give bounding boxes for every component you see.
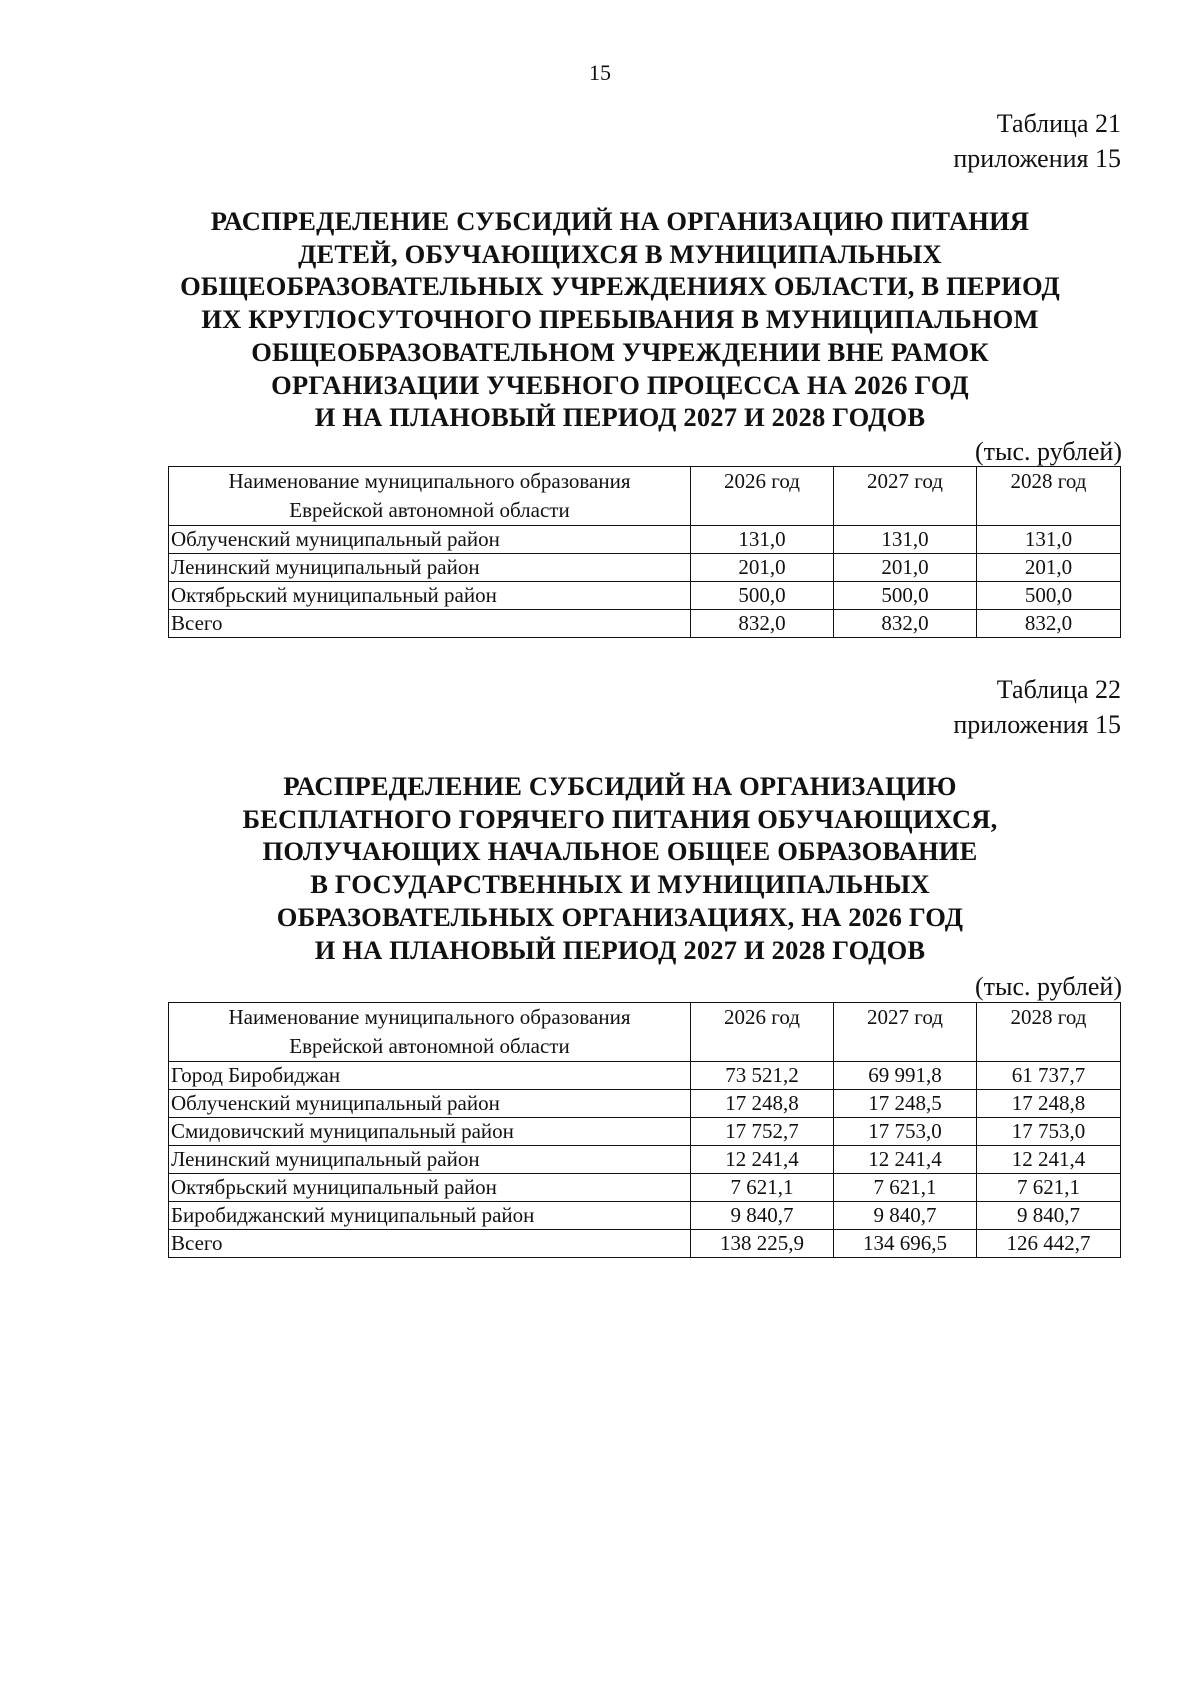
value-2026: 138 225,9: [691, 1230, 834, 1258]
table-22-title: [140, 770, 1100, 966]
title-line: И НА ПЛАНОВЫЙ ПЕРИОД 2027 И 2028 ГОДОВ: [314, 402, 926, 433]
value-2026: 17 752,7: [691, 1118, 834, 1146]
value-2027: 7 621,1: [834, 1174, 977, 1202]
unit-label: (тыс. рублей): [974, 972, 1122, 1001]
value-2028: 9 840,7: [977, 1202, 1121, 1230]
table-22: [168, 1002, 1121, 1258]
value-2028: 17 753,0: [977, 1118, 1121, 1146]
header-2028: 2028 год: [977, 467, 1121, 526]
title-line: ДЕТЕЙ, ОБУЧАЮЩИХСЯ В МУНИЦИПАЛЬНЫХ: [298, 238, 942, 269]
title-line: В ГОСУДАРСТВЕННЫХ И МУНИЦИПАЛЬНЫХ: [310, 869, 930, 900]
table-total-row: [169, 1230, 1121, 1258]
row-name: Ленинский муниципальный район: [169, 554, 691, 582]
header-2027: 2027 год: [834, 467, 977, 526]
header-name-cell: [169, 467, 691, 526]
title-line: ИХ КРУГЛОСУТОЧНОГО ПРЕБЫВАНИЯ В МУНИЦИПАЛЬНОМ: [201, 304, 1039, 335]
row-name: Облученский муниципальный район: [169, 526, 691, 554]
table-label: Таблица 22: [996, 675, 1121, 704]
row-name: Облученский муниципальный район: [169, 1090, 691, 1118]
row-name: Ленинский муниципальный район: [169, 1146, 691, 1174]
table-header-row: [169, 467, 1121, 526]
value-2028: 17 248,8: [977, 1090, 1121, 1118]
value-2026: 12 241,4: [691, 1146, 834, 1174]
header-2027: 2027 год: [834, 1003, 977, 1062]
value-2026: 9 840,7: [691, 1202, 834, 1230]
value-2028: 131,0: [977, 526, 1121, 554]
value-2027: 17 248,5: [834, 1090, 977, 1118]
table-row: [169, 526, 1121, 554]
table-21: [168, 466, 1121, 638]
value-2026: 17 248,8: [691, 1090, 834, 1118]
table-21-title: [140, 205, 1100, 434]
header-name-line: Наименование муниципального образования: [228, 1005, 631, 1029]
value-2026: 500,0: [691, 582, 834, 610]
table-row: [169, 554, 1121, 582]
row-name: Смидовичский муниципальный район: [169, 1118, 691, 1146]
value-2028: 12 241,4: [977, 1146, 1121, 1174]
header-2026: 2026 год: [691, 1003, 834, 1062]
value-2027: 832,0: [834, 610, 977, 638]
title-line: РАСПРЕДЕЛЕНИЕ СУБСИДИЙ НА ОРГАНИЗАЦИЮ ПИТАНИЯ: [210, 206, 1030, 236]
table-header-row: [169, 1003, 1121, 1062]
value-2026: 73 521,2: [691, 1062, 834, 1090]
table-row: [169, 1062, 1121, 1090]
header-name-cell: [169, 1003, 691, 1062]
value-2026: 832,0: [691, 610, 834, 638]
value-2027: 131,0: [834, 526, 977, 554]
row-name: Октябрьский муниципальный район: [169, 582, 691, 610]
title-line: ОРГАНИЗАЦИИ УЧЕБНОГО ПРОЦЕССА НА 2026 ГОД: [271, 369, 969, 400]
header-2026: 2026 год: [691, 467, 834, 526]
value-2028: 7 621,1: [977, 1174, 1121, 1202]
table-label: Таблица 21: [996, 109, 1121, 138]
value-2027: 134 696,5: [834, 1230, 977, 1258]
table-row: [169, 1118, 1121, 1146]
header-name-line: Еврейской автономной области: [289, 498, 570, 522]
value-2028: 832,0: [977, 610, 1121, 638]
appendix-label: приложения 15: [953, 144, 1121, 173]
value-2027: 9 840,7: [834, 1202, 977, 1230]
value-2027: 69 991,8: [834, 1062, 977, 1090]
value-2027: 500,0: [834, 582, 977, 610]
value-2026: 7 621,1: [691, 1174, 834, 1202]
appendix-label: приложения 15: [953, 710, 1121, 739]
row-name: Октябрьский муниципальный район: [169, 1174, 691, 1202]
value-2026: 201,0: [691, 554, 834, 582]
table-row: [169, 1202, 1121, 1230]
value-2026: 131,0: [691, 526, 834, 554]
page-number: 15: [589, 60, 611, 85]
title-line: ПОЛУЧАЮЩИХ НАЧАЛЬНОЕ ОБЩЕЕ ОБРАЗОВАНИЕ: [262, 836, 978, 867]
title-line: ОБРАЗОВАТЕЛЬНЫХ ОРГАНИЗАЦИЯХ, НА 2026 ГОД: [276, 901, 964, 932]
value-2027: 17 753,0: [834, 1118, 977, 1146]
value-2027: 12 241,4: [834, 1146, 977, 1174]
header-name-line: Наименование муниципального образования: [228, 469, 631, 493]
title-line: БЕСПЛАТНОГО ГОРЯЧЕГО ПИТАНИЯ ОБУЧАЮЩИХСЯ,: [242, 803, 998, 834]
table-row: [169, 582, 1121, 610]
table-row: [169, 1090, 1121, 1118]
value-2028: 61 737,7: [977, 1062, 1121, 1090]
title-line: ОБЩЕОБРАЗОВАТЕЛЬНОМ УЧРЕЖДЕНИИ ВНЕ РАМОК: [251, 336, 989, 367]
row-name: Биробиджанский муниципальный район: [169, 1202, 691, 1230]
row-name: Всего: [169, 610, 691, 638]
unit-label: (тыс. рублей): [974, 437, 1122, 466]
value-2028: 201,0: [977, 554, 1121, 582]
title-line: ОБЩЕОБРАЗОВАТЕЛЬНЫХ УЧРЕЖДЕНИЯХ ОБЛАСТИ, В ПЕРИОД: [180, 271, 1060, 302]
value-2028: 500,0: [977, 582, 1121, 610]
title-line: РАСПРЕДЕЛЕНИЕ СУБСИДИЙ НА ОРГАНИЗАЦИЮ: [283, 771, 957, 801]
table-row: [169, 1146, 1121, 1174]
row-name: Всего: [169, 1230, 691, 1258]
row-name: Город Биробиджан: [169, 1062, 691, 1090]
table-21-reference: [953, 106, 1121, 176]
table-row: [169, 1174, 1121, 1202]
header-2028: 2028 год: [977, 1003, 1121, 1062]
table-total-row: [169, 610, 1121, 638]
table-22-reference: [953, 672, 1121, 742]
value-2027: 201,0: [834, 554, 977, 582]
value-2028: 126 442,7: [977, 1230, 1121, 1258]
title-line: И НА ПЛАНОВЫЙ ПЕРИОД 2027 И 2028 ГОДОВ: [314, 934, 926, 965]
header-name-line: Еврейской автономной области: [289, 1034, 570, 1058]
